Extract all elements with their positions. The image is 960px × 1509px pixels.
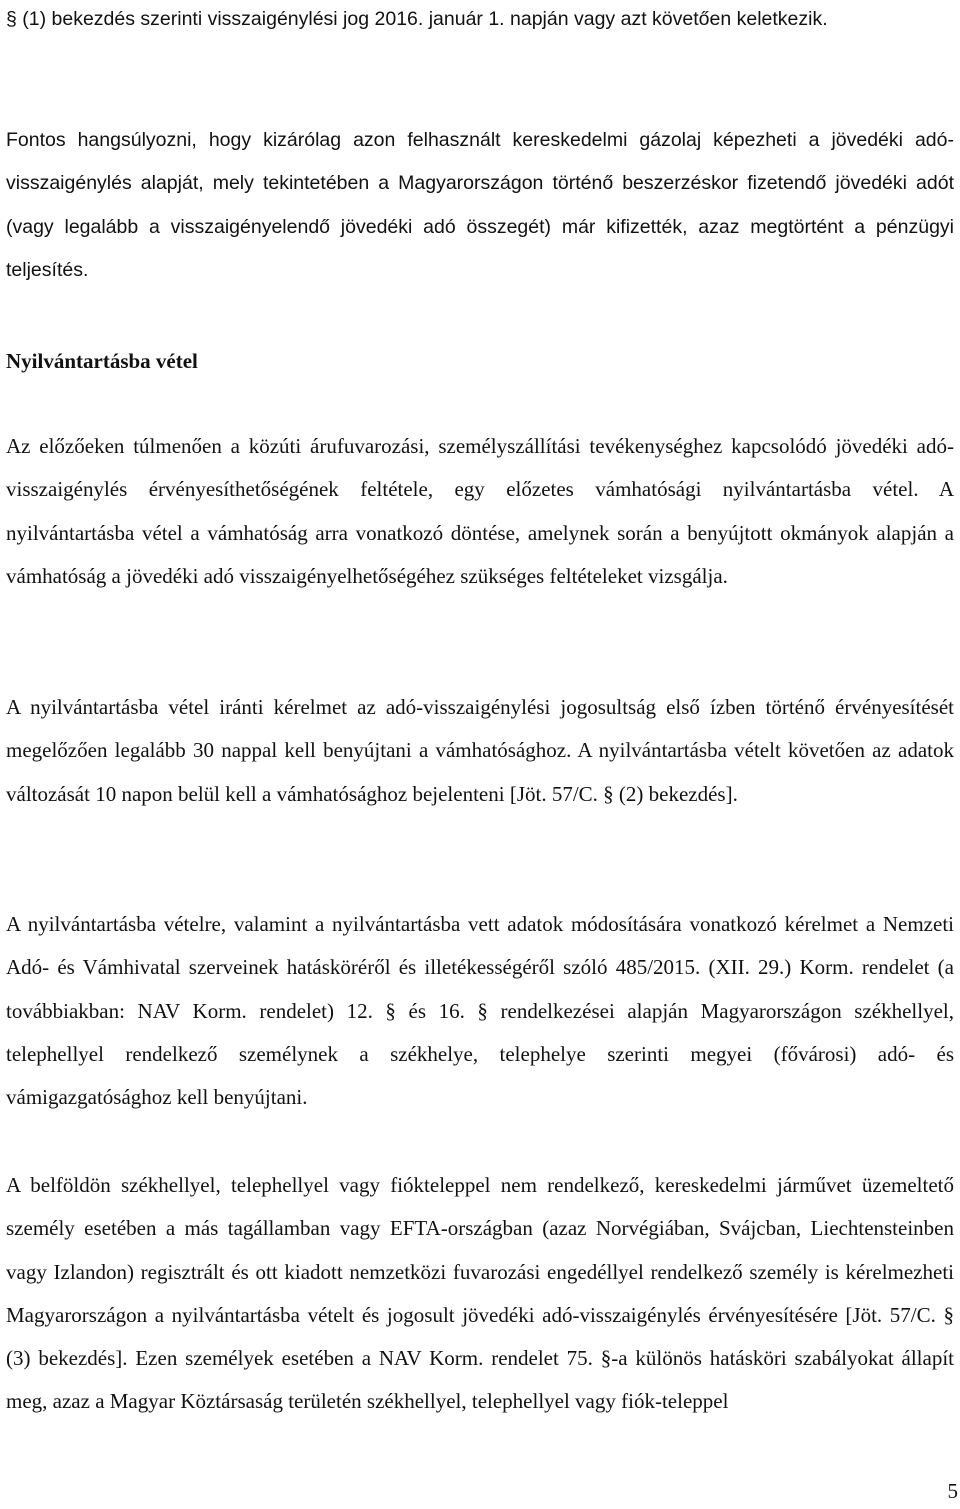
section-heading: Nyilvántartásba vétel bbox=[6, 349, 198, 373]
paragraph-1: § (1) bekezdés szerinti visszaigénylési jog 2016. január 1. napján vagy azt követően keletkezik. bbox=[6, 8, 828, 30]
paragraph-6: A belföldön székhellyel, telephellyel vagy fiókteleppel nem rendelkező, kereskedelmi járművet üzemeltető személy esetében a más tagállamban vagy EFTA-országban (azaz Norvégiában, Svájcban, Liechtensteinben vagy Izlandon) regisztrált és ott kiadott nemzetközi fuvarozási engedéllyel rendelkező személy is kérelmezheti Magyarországon a nyilvántartásba vételt és jogosult jövedéki adó-visszaigénylés érvényesítésére [Jöt. 57/C. § (3) bekezdés]. Ezen személyek esetében a NAV Korm. rendelet 75. §-a különös hatásköri szabályokat állapít meg, azaz a Magyar Köztársaság területén székhellyel, telephellyel vagy fiók-teleppel bbox=[6, 1173, 954, 1414]
paragraph-2: Fontos hangsúlyozni, hogy kizárólag azon felhasznált kereskedelmi gázolaj képezheti a jövedéki adó-visszaigénylés alapját, mely tekintetében a Magyarországon történő beszerzéskor fizetendő jövedéki adót (vagy legalább a visszaigényelendő jövedéki adó összegét) már kifizették, azaz megtörtént a pénzügyi teljesítés. bbox=[6, 129, 954, 281]
paragraph-5: A nyilvántartásba vételre, valamint a nyilvántartásba vett adatok módosítására vonatkozó kérelmet a Nemzeti Adó- és Vámhivatal szerveinek hatásköréről és illetékességéről szóló 485/2015. (XII. 29.) Korm. rendelet (a továbbiakban: NAV Korm. rendelet) 12. § és 16. § rendelkezései alapján Magyarországon székhellyel, telephellyel rendelkező személynek a székhelye, telephelye szerinti megyei (fővárosi) adó- és vámigazgatósághoz kell benyújtani. bbox=[6, 912, 954, 1110]
paragraph-3: Az előzőeken túlmenően a közúti árufuvarozási, személyszállítási tevékenységhez kapcsolódó jövedéki adó-visszaigénylés érvényesíthetőségének feltétele, egy előzetes vámhatósági nyilvántartásba vétel. A nyilvántartásba vétel a vámhatóság arra vonatkozó döntése, amelynek során a benyújtott okmányok alapján a vámhatóság a jövedéki adó visszaigényelhetőségéhez szükséges feltételeket vizsgálja. bbox=[6, 434, 954, 588]
page-number: 5 bbox=[947, 1479, 958, 1503]
paragraph-4: A nyilvántartásba vétel iránti kérelmet az adó-visszaigénylési jogosultság első ízben történő érvényesítését megelőzően legalább 30 nappal kell benyújtani a vámhatósághoz. A nyilvántartásba vételt követően az adatok változását 10 napon belül kell a vámhatósághoz bejelenteni [Jöt. 57/C. § (2) bekezdés]. bbox=[6, 695, 954, 806]
